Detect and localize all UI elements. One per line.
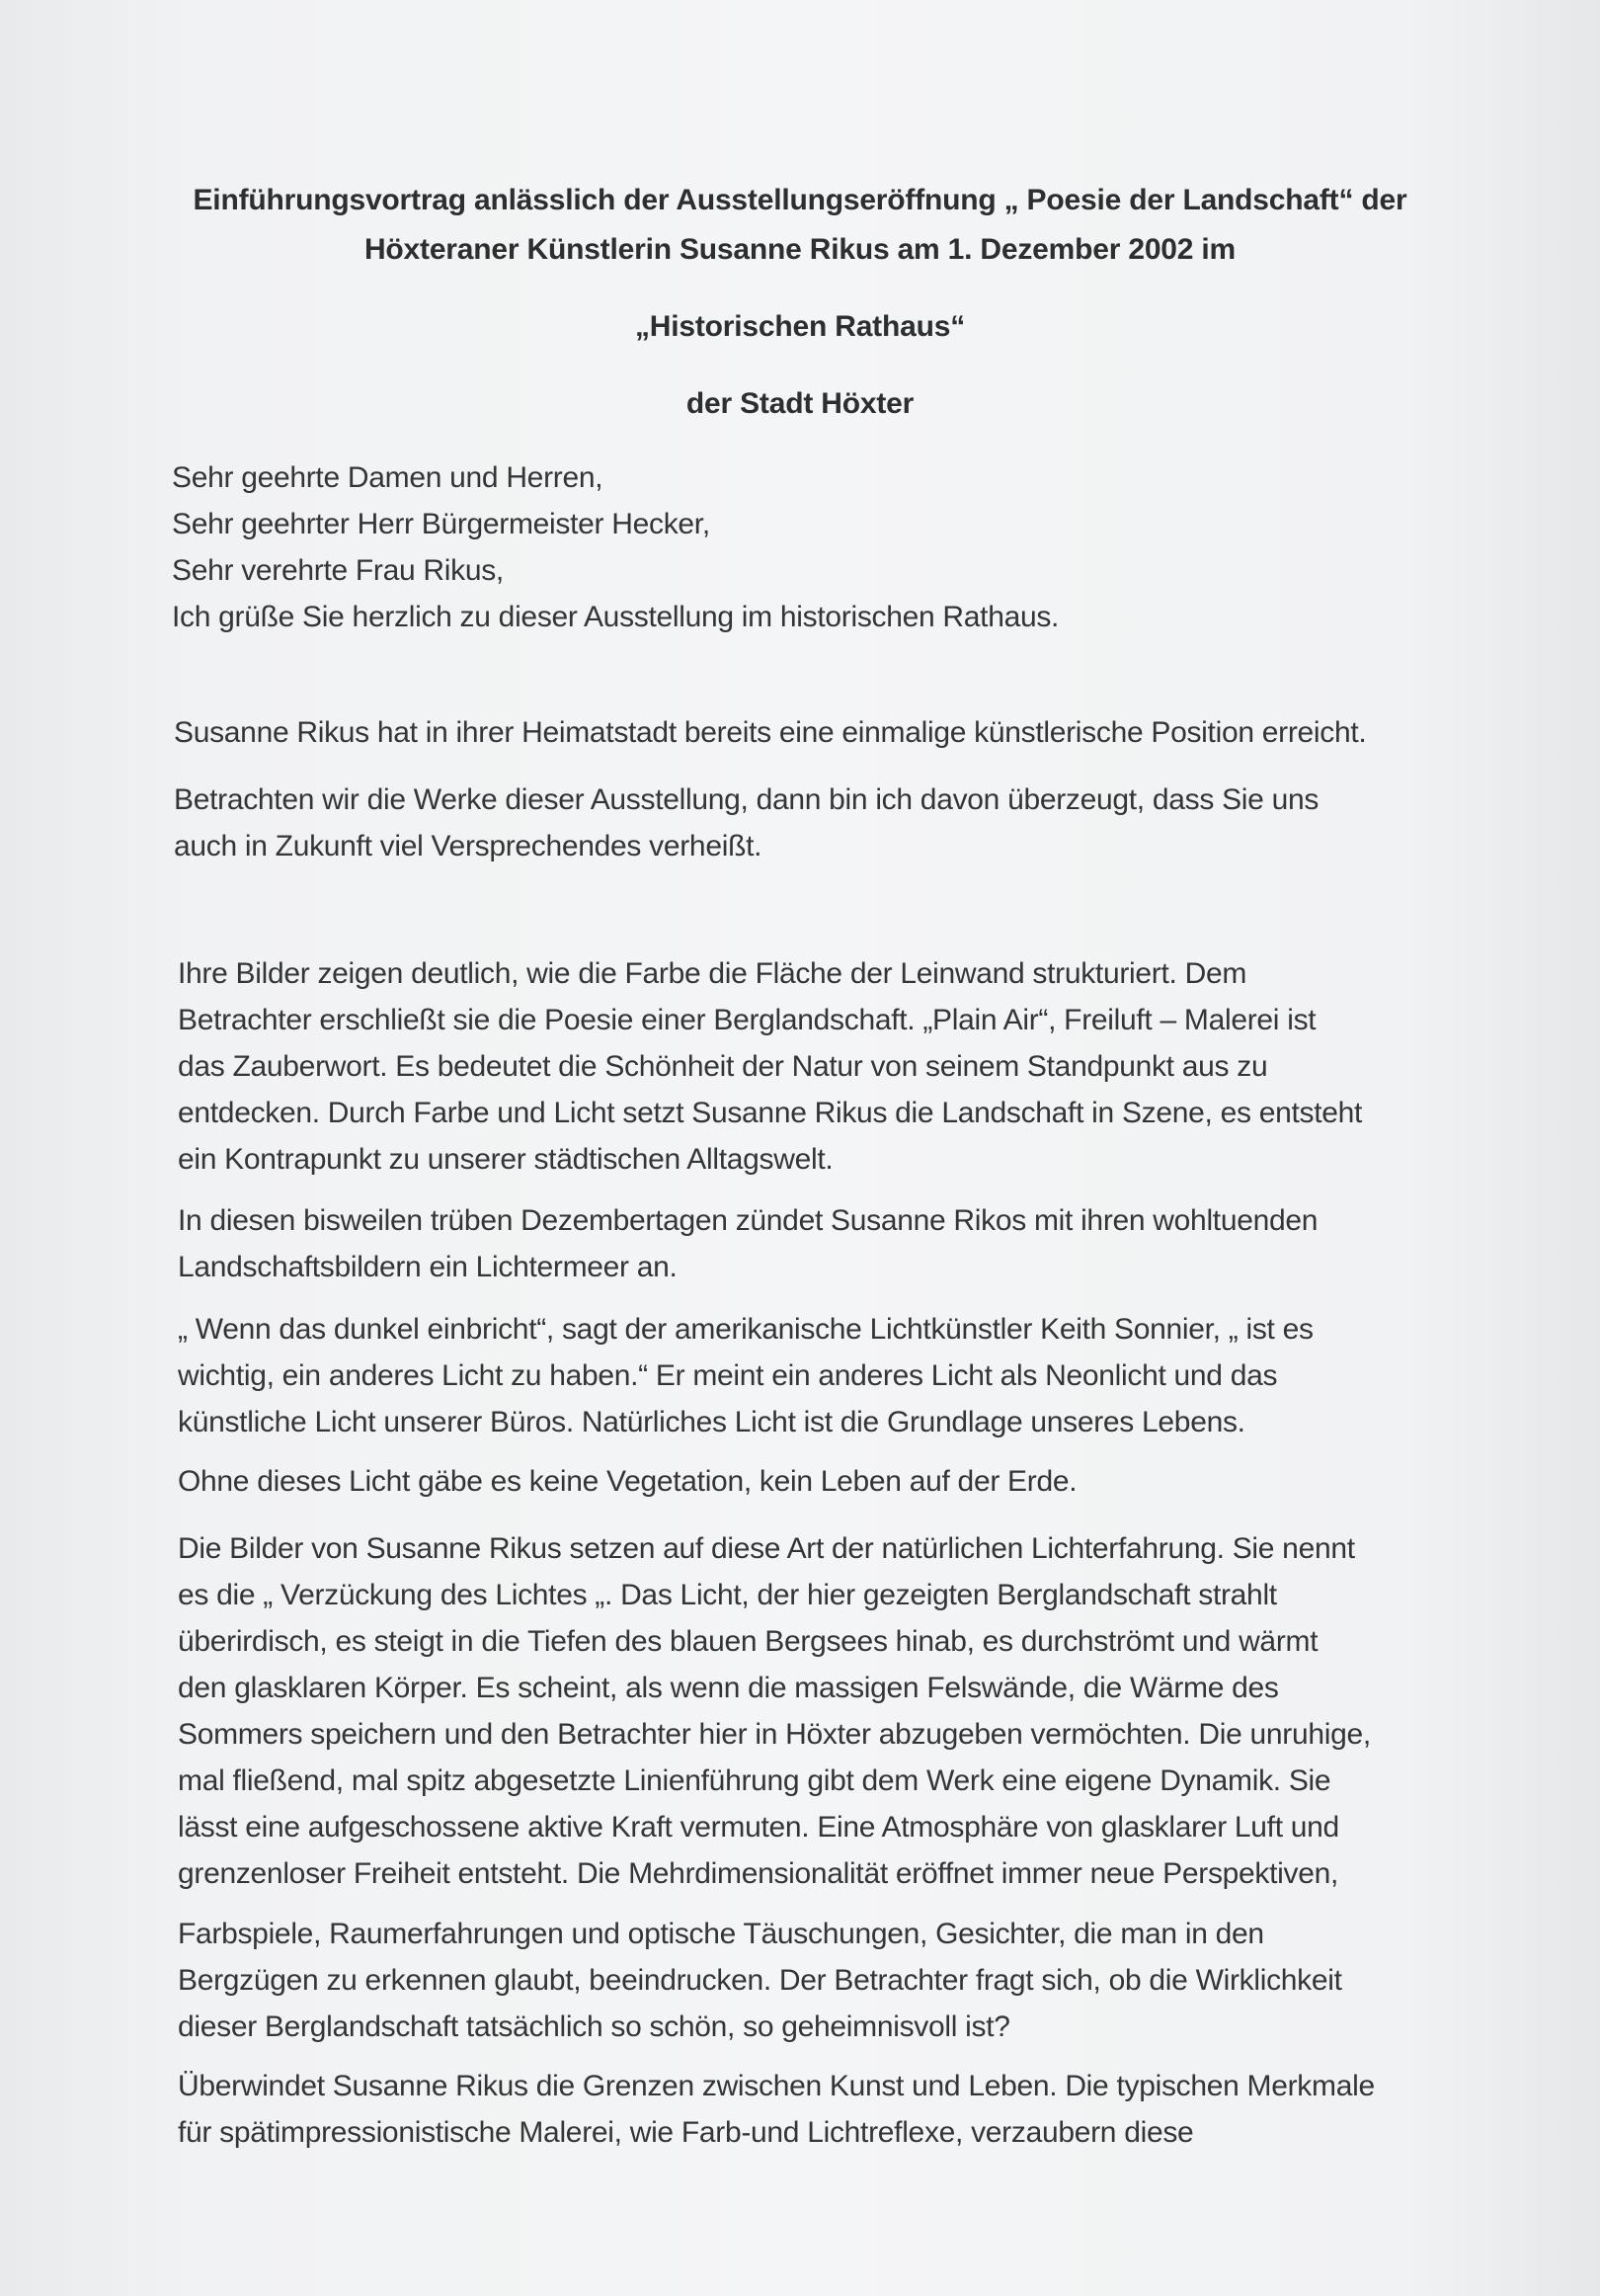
paragraph-line: mal fließend, mal spitz abgesetzte Linienführung gibt dem Werk eine eigene Dynamik. Sie <box>178 1764 1331 1797</box>
greeting-line: Sehr geehrter Herr Bürgermeister Hecker, <box>172 508 710 540</box>
paragraph-line: lässt eine aufgeschossene aktive Kraft vermuten. Eine Atmosphäre von glasklarer Luft und <box>178 1811 1339 1844</box>
greeting-line: Sehr geehrte Damen und Herren, <box>172 461 603 494</box>
paragraph-2 <box>174 777 1319 869</box>
paragraph-line: Betrachter erschließt sie die Poesie einer Berglandschaft. „Plain Air“, Freiluft – Malerei ist <box>178 1004 1317 1036</box>
paragraph-line: Ihre Bilder zeigen deutlich, wie die Farbe die Fläche der Leinwand strukturiert. Dem <box>178 957 1247 990</box>
paragraph-line: Ohne dieses Licht gäbe es keine Vegetation, kein Leben auf der Erde. <box>178 1465 1078 1498</box>
paragraph-6 <box>178 1458 1077 1505</box>
paragraph-line: entdecken. Durch Farbe und Licht setzt Susanne Rikus die Landschaft in Szene, es entsteht <box>178 1097 1363 1129</box>
paragraph-line: Überwindet Susanne Rikus die Grenzen zwischen Kunst und Leben. Die typischen Merkmale <box>178 2070 1375 2102</box>
paragraph-line: künstliche Licht unserer Büros. Natürliches Licht ist die Grundlage unseres Lebens. <box>178 1406 1245 1438</box>
paragraph-line: grenzenloser Freiheit entsteht. Die Mehrdimensionalität eröffnet immer neue Perspektiven, <box>178 1857 1339 1890</box>
paragraph-5 <box>178 1306 1314 1445</box>
paragraph-line: für spätimpressionistische Malerei, wie Farb-und Lichtreflexe, verzaubern diese <box>178 2116 1194 2149</box>
paragraph-line: Landschaftsbildern ein Lichtermeer an. <box>178 1251 678 1283</box>
paragraph-line: In diesen bisweilen trüben Dezembertagen zündet Susanne Rikos mit ihren wohltuenden <box>178 1204 1319 1237</box>
greeting-line: Ich grüße Sie herzlich zu dieser Ausstellung im historischen Rathaus. <box>172 601 1060 633</box>
paragraph-9 <box>178 2063 1375 2156</box>
paragraph-line: Sommers speichern und den Betrachter hier in Höxter abzugeben vermöchten. Die unruhige, <box>178 1718 1371 1751</box>
title-venue: „Historischen Rathaus“ <box>634 310 965 343</box>
paragraph-line: „ Wenn das dunkel einbricht“, sagt der amerikanische Lichtkünstler Keith Sonnier, „ ist es <box>178 1313 1314 1346</box>
paragraph-4 <box>178 1197 1318 1290</box>
paragraph-line: Susanne Rikus hat in ihrer Heimatstadt bereits eine einmalige künstlerische Position erreicht. <box>174 716 1367 749</box>
paragraph-line: den glasklaren Körper. Es scheint, als wenn die massigen Felswände, die Wärme des <box>178 1672 1279 1704</box>
paragraph-line: dieser Berglandschaft tatsächlich so schön, so geheimnisvoll ist? <box>178 2010 1010 2043</box>
paragraph-line: wichtig, ein anderes Licht zu haben.“ Er meint ein anderes Licht als Neonlicht und das <box>178 1359 1278 1392</box>
paragraph-line: ein Kontrapunkt zu unserer städtischen Alltagswelt. <box>178 1143 834 1176</box>
paragraph-line: auch in Zukunft viel Versprechendes verheißt. <box>174 830 762 862</box>
paragraph-line: Bergzügen zu erkennen glaubt, beeindrucken. Der Betrachter fragt sich, ob die Wirklichkeit <box>178 1964 1342 1997</box>
paragraph-line: es die „ Verzückung des Lichtes „. Das Licht, der hier gezeigten Berglandschaft strahlt <box>178 1579 1277 1611</box>
document-title <box>0 176 1600 275</box>
title-city: der Stadt Höxter <box>685 387 915 420</box>
greeting <box>172 454 1059 640</box>
paragraph-8 <box>178 1911 1342 2050</box>
paragraph-line: überirdisch, es steigt in die Tiefen des blauen Bergsees hinab, es durchströmt und wärmt <box>178 1625 1319 1658</box>
paragraph-1 <box>174 709 1366 756</box>
paragraph-line: Farbspiele, Raumerfahrungen und optische Täuschungen, Gesichter, die man in den <box>178 1918 1264 1950</box>
title-line: Höxteraner Künstlerin Susanne Rikus am 1. Dezember 2002 im <box>363 233 1237 266</box>
paragraph-3 <box>178 950 1362 1183</box>
greeting-line: Sehr verehrte Frau Rikus, <box>172 554 504 587</box>
paragraph-line: das Zauberwort. Es bedeutet die Schönheit der Natur von seinem Standpunkt aus zu <box>178 1050 1268 1083</box>
paragraph-line: Betrachten wir die Werke dieser Ausstellung, dann bin ich davon überzeugt, dass Sie uns <box>174 783 1320 816</box>
title-line: Einführungsvortrag anlässlich der Ausstellungseröffnung „ Poesie der Landschaft“ der <box>193 184 1407 216</box>
paragraph-line: Die Bilder von Susanne Rikus setzen auf diese Art der natürlichen Lichterfahrung. Sie nennt <box>178 1532 1355 1565</box>
paragraph-7 <box>178 1525 1371 1897</box>
